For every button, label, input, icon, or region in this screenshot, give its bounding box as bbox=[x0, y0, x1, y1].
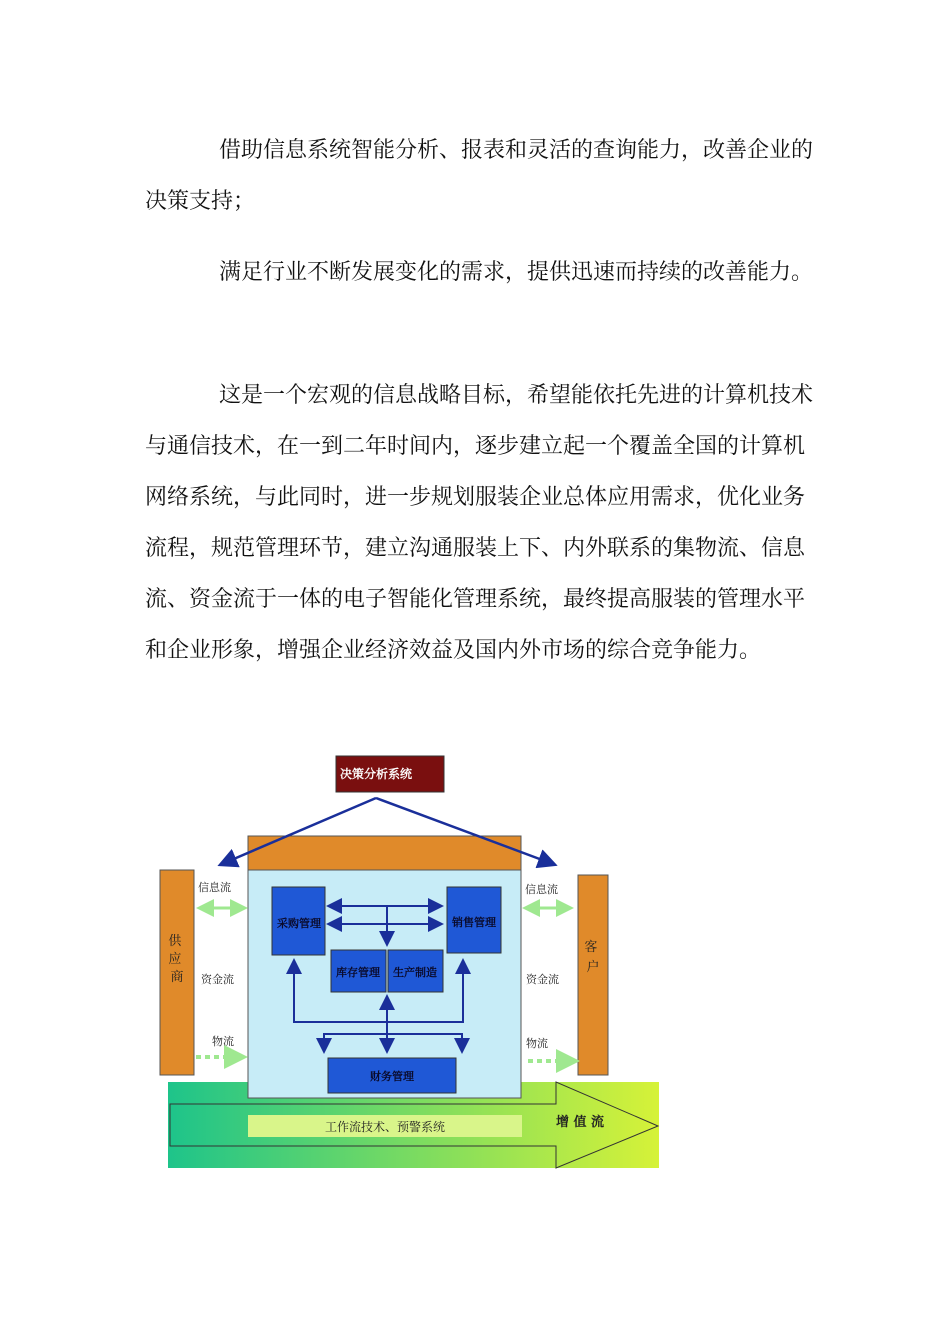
supplier-char-2: 应 bbox=[168, 952, 182, 967]
paragraph-industry-needs: 满足行业不断发展变化的需求，提供迅速而持续的改善能力。 bbox=[219, 260, 814, 285]
info-flow-left-label: 信息流 bbox=[198, 881, 231, 894]
production-label: 生产制造 bbox=[393, 966, 437, 979]
fund-flow-right-label: 资金流 bbox=[526, 973, 559, 986]
workflow-label: 工作流技术、预警系统 bbox=[324, 1120, 446, 1134]
supplier-char-1: 供 bbox=[168, 934, 182, 949]
sales-label: 销售管理 bbox=[452, 916, 496, 929]
value-flow-label: 增 值 流 bbox=[555, 1115, 605, 1130]
customer-char-1: 客 bbox=[584, 940, 598, 955]
fund-flow-left-label: 资金流 bbox=[201, 973, 234, 986]
decision-system-label: 决策分析系统 bbox=[339, 767, 413, 781]
purchase-label: 采购管理 bbox=[277, 917, 321, 930]
customer-column bbox=[578, 875, 608, 1075]
finance-label: 财务管理 bbox=[370, 1070, 414, 1083]
material-flow-left-label: 物流 bbox=[212, 1035, 234, 1048]
info-flow-right-label: 信息流 bbox=[525, 883, 558, 896]
inventory-label: 库存管理 bbox=[336, 966, 380, 979]
material-flow-right-label: 物流 bbox=[526, 1037, 548, 1050]
enterprise-top-bar bbox=[248, 836, 521, 870]
customer-char-2: 户 bbox=[586, 960, 600, 975]
paragraph-decision-support: 借助信息系统智能分析、报表和灵活的查询能力，改善企业的决策支持； bbox=[145, 138, 814, 214]
supplier-char-3: 商 bbox=[170, 970, 184, 985]
paragraph-strategy-goal: 这是一个宏观的信息战略目标，希望能依托先进的计算机技术与通信技术，在一到二年时间内，逐步建立起一个覆盖全国的计算机网络系统，与此同时，进一步规划服装企业总体应用需求，优化业务流程，规范管理环节，建立沟通服装上下、内外联系的集物流、信息流、资金流于一体的电子智能化管理系统，最终提高服装的管理水平和企业形象，增强企业经济效益及国内外市场的综合竞争能力。 bbox=[145, 383, 814, 663]
supplier-label bbox=[168, 934, 185, 985]
